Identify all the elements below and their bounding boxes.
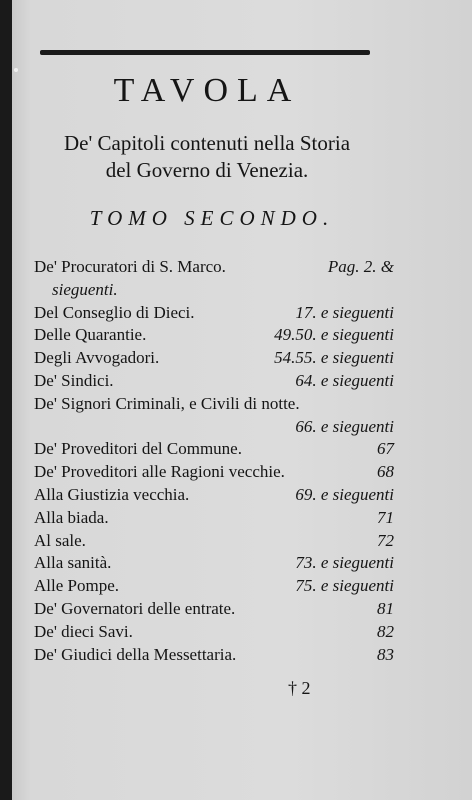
toc-row: [34, 507, 394, 530]
toc-page: 83: [377, 644, 394, 664]
page-subtitle: [12, 130, 402, 184]
toc-title: De' Sindici.: [34, 370, 114, 390]
toc-title: De' dieci Savi.: [34, 621, 133, 641]
toc-page: 68: [377, 462, 394, 482]
toc-title: De' Proveditori alle Ragioni vecchie.: [34, 462, 285, 482]
toc-row: [34, 438, 394, 461]
toc-page: 49.50. e sieguenti: [274, 325, 394, 345]
toc-row: [34, 347, 394, 370]
toc-row: [34, 621, 394, 644]
toc-page: 67: [377, 439, 394, 459]
toc-page: 73. e sieguenti: [295, 553, 394, 573]
toc-page: 64. e sieguenti: [295, 370, 394, 390]
toc-row: [34, 530, 394, 553]
page-title: TAVOLA: [113, 72, 301, 109]
toc-title: De' Proveditori del Commune.: [34, 439, 242, 459]
toc-page: 72: [377, 530, 394, 550]
toc-title: Delle Quarantie.: [34, 325, 147, 345]
toc-title: Del Conseglio di Dieci.: [34, 302, 195, 322]
toc-row: [34, 370, 394, 393]
toc-title: Alla sanità.: [34, 553, 112, 573]
toc-row: [34, 484, 394, 507]
book-page: [12, 0, 472, 800]
toc-page: 71: [377, 507, 394, 527]
toc-row: [34, 256, 394, 279]
toc-title: Degli Avvogadori.: [34, 348, 160, 368]
toc-page: 82: [377, 621, 394, 641]
toc-row: [34, 598, 394, 621]
toc-row: [34, 302, 394, 325]
signature-mark: † 2: [288, 678, 311, 698]
toc-page: 81: [377, 598, 394, 618]
toc-title: De' Governatori delle entrate.: [34, 598, 236, 618]
subtitle-line: De' Capitoli contenuti nella Storia: [63, 131, 351, 155]
toc-title: Alla biada.: [34, 507, 109, 527]
toc-page: 75. e sieguenti: [295, 576, 394, 596]
toc-row: [34, 279, 394, 302]
toc-title: Alla Giustizia vecchia.: [34, 484, 190, 504]
toc-row: [34, 461, 394, 484]
toc-page: 66. e sieguenti: [295, 416, 394, 436]
table-of-contents: [34, 256, 394, 666]
toc-title: De' Signori Criminali, e Civili di notte.: [34, 393, 300, 413]
toc-page: 69. e sieguenti: [295, 484, 394, 504]
toc-title: Al sale.: [34, 530, 86, 550]
volume-heading: TOMO SECONDO.: [89, 206, 335, 230]
header-rule: [40, 50, 370, 55]
toc-page: Pag. 2. &: [327, 257, 394, 276]
toc-page: 17. e sieguenti: [295, 302, 394, 322]
toc-title: Alle Pompe.: [34, 576, 119, 596]
toc-row: [34, 644, 394, 667]
toc-page: 54.55. e sieguenti: [274, 348, 394, 368]
toc-row: [34, 575, 394, 598]
toc-title: De' Giudici della Messettaria.: [34, 644, 237, 664]
toc-row: [34, 416, 394, 439]
toc-row: [34, 393, 394, 416]
toc-row: [34, 324, 394, 347]
subtitle-line: del Governo di Venezia.: [105, 158, 309, 182]
toc-title: De' Procuratori di S. Marco.: [34, 257, 226, 276]
toc-row: [34, 552, 394, 575]
toc-title: sieguenti.: [52, 279, 118, 299]
